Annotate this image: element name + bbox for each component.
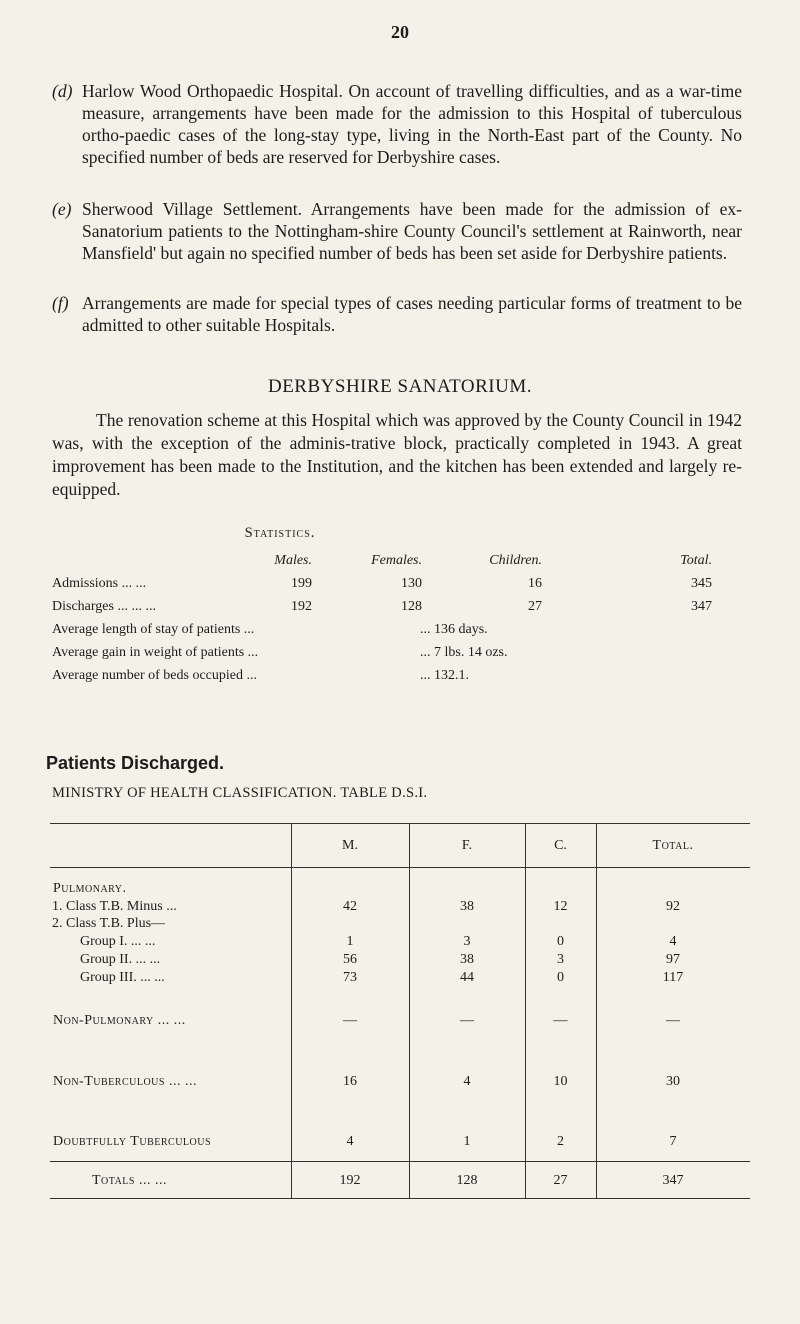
totals-m: 192 xyxy=(339,1173,361,1188)
stats-header-females: Females. xyxy=(371,553,422,568)
stats-males-value: 199 xyxy=(291,576,312,591)
stats-header-children: Children. xyxy=(489,553,542,568)
cell-total: 97 xyxy=(666,952,680,967)
stats-females-value: 130 xyxy=(401,576,422,591)
stats-row-label: Discharges ... ... ... xyxy=(52,599,156,614)
cell-c: — xyxy=(553,1013,568,1028)
cell-c: 3 xyxy=(557,952,564,967)
cell-m: 1 xyxy=(346,934,354,949)
cell-c: 0 xyxy=(557,970,564,985)
table-totals-rule xyxy=(50,1161,750,1162)
paragraph-e-label: (e) xyxy=(52,199,72,219)
average-label: Average length of stay of patients ... xyxy=(52,622,255,637)
stats-average-stay xyxy=(52,622,752,645)
stats-header-males: Males. xyxy=(274,553,312,568)
cell-total: 7 xyxy=(669,1134,677,1149)
ministry-title: MINISTRY OF HEALTH CLASSIFICATION. TABLE D.S.I. xyxy=(52,785,428,801)
cell-m: 42 xyxy=(343,899,357,914)
classification-table xyxy=(50,823,750,1199)
stats-average-weight xyxy=(52,645,752,668)
paragraph-d-text: Harlow Wood Orthopaedic Hospital. On account of travelling difficulties, and as a war-time measure, arrangements have been made for the admission to this Hospital of tuberculous ortho-paedic cases of the long-stay type, living in the North-East part of the County. No specified number of beds are reserved for Derbyshire cases. xyxy=(82,81,742,167)
average-label: Average number of beds occupied ... xyxy=(52,668,257,683)
header-total: Total. xyxy=(652,838,694,853)
cell-m: 56 xyxy=(343,952,357,967)
intro-paragraph: The renovation scheme at this Hospital which was approved by the County Council in 1942 was, with the exception of the adminis-trative block, practically completed in 1943. A great improvement has been made to the Institution, and the kitchen has been extended and largely re-equipped. xyxy=(52,410,742,499)
stats-males-value: 192 xyxy=(291,599,312,614)
cell-f: 38 xyxy=(460,952,474,967)
table-row-label: Non-Tuberculous ... ... xyxy=(53,1074,197,1089)
statistics-title: Statistics. xyxy=(244,525,316,541)
paragraph-f-text: Arrangements are made for special types of cases needing particular forms of treatment to be admitted to other suitable Hospitals. xyxy=(82,293,742,335)
table-row-label: Non-Pulmonary ... ... xyxy=(53,1013,186,1028)
totals-total: 347 xyxy=(662,1173,684,1188)
header-c: C. xyxy=(554,838,567,853)
cell-m: 16 xyxy=(343,1074,357,1089)
cell-total: — xyxy=(666,1013,680,1028)
totals-label: Totals ... ... xyxy=(92,1173,167,1188)
table-row-label: Group II. ... ... xyxy=(80,952,161,967)
cell-total: 117 xyxy=(662,970,684,985)
paragraph-f xyxy=(52,292,742,336)
table-row-label: 1. Class T.B. Minus ... xyxy=(52,899,177,914)
paragraph-e xyxy=(52,198,742,264)
paragraph-e-text: Sherwood Village Settlement. Arrangements have been made for the admission of ex-Sanatorium patients to the Nottingham-shire County Council's settlement at Rainworth, near Mansfield' but again no specified number of beds has been set aside for Derbyshire patients. xyxy=(82,199,742,263)
pulmonary-heading: Pulmonary. xyxy=(53,881,127,896)
stats-row-label: Admissions ... ... xyxy=(52,576,147,591)
table-top-rule xyxy=(50,823,750,824)
cell-total: 4 xyxy=(669,934,677,949)
stats-row-discharges xyxy=(52,599,752,622)
cell-m: — xyxy=(343,1013,357,1028)
stats-header-total: Total. xyxy=(680,553,712,568)
cell-f: — xyxy=(460,1013,474,1028)
average-label: Average gain in weight of patients ... xyxy=(52,645,259,660)
table-row-label: Group III. ... ... xyxy=(80,970,165,985)
cell-c: 0 xyxy=(557,934,564,949)
statistics-block xyxy=(52,553,752,691)
average-value: ... 132.1. xyxy=(420,668,469,683)
cell-c: 2 xyxy=(557,1134,564,1149)
class-plus-heading: 2. Class T.B. Plus— xyxy=(52,916,166,931)
stats-children-value: 16 xyxy=(528,576,542,591)
table-bottom-rule xyxy=(50,1198,750,1199)
totals-f: 128 xyxy=(456,1173,478,1188)
header-f: F. xyxy=(461,838,473,853)
header-m: M. xyxy=(342,838,358,853)
totals-c: 27 xyxy=(553,1173,568,1188)
cell-f: 44 xyxy=(460,970,474,985)
cell-c: 10 xyxy=(553,1074,568,1089)
paragraph-d-label: (d) xyxy=(52,81,73,101)
cell-f: 4 xyxy=(463,1074,471,1089)
average-value: ... 7 lbs. 14 ozs. xyxy=(420,645,508,660)
average-value: ... 136 days. xyxy=(420,622,488,637)
cell-f: 3 xyxy=(463,934,471,949)
stats-total-value: 347 xyxy=(691,599,712,614)
statistics-header-row xyxy=(52,553,752,576)
stats-row-admissions xyxy=(52,576,752,599)
patients-discharged-heading: Patients Discharged. xyxy=(46,753,225,773)
stats-average-beds xyxy=(52,668,752,691)
paragraph-d xyxy=(52,80,742,168)
cell-m: 4 xyxy=(346,1134,354,1149)
cell-total: 92 xyxy=(666,899,680,914)
paragraph-f-label: (f) xyxy=(52,293,69,313)
cell-f: 1 xyxy=(463,1134,471,1149)
section-heading: DERBYSHIRE SANATORIUM. xyxy=(267,376,532,397)
cell-m: 73 xyxy=(343,970,357,985)
stats-total-value: 345 xyxy=(691,576,712,591)
table-header-rule xyxy=(50,867,750,868)
table-row-label: Group I. ... ... xyxy=(80,934,156,949)
cell-c: 12 xyxy=(553,899,568,914)
table-row-label: Doubtfully Tuberculous xyxy=(53,1134,212,1149)
stats-females-value: 128 xyxy=(401,599,422,614)
stats-children-value: 27 xyxy=(528,599,542,614)
page-number: 20 xyxy=(391,22,409,42)
cell-f: 38 xyxy=(460,899,474,914)
cell-total: 30 xyxy=(666,1074,680,1089)
